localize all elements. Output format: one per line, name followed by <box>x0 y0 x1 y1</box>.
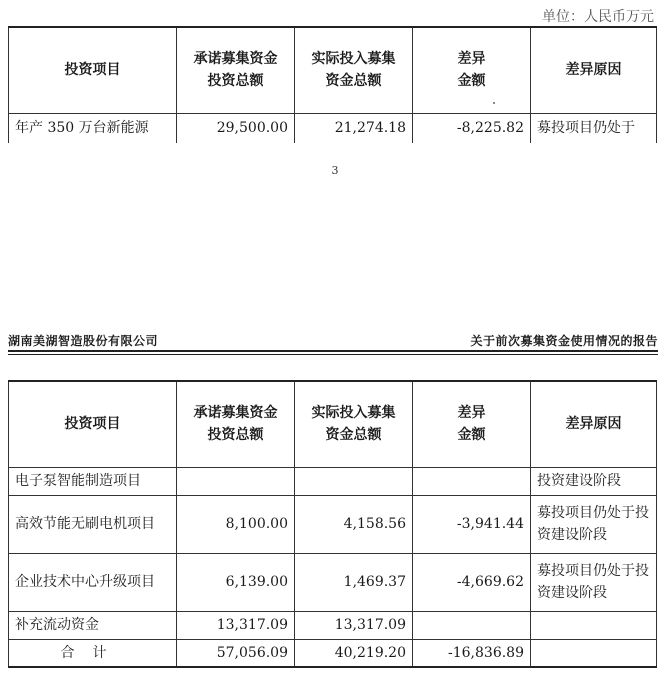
cell-committed <box>177 467 295 495</box>
header-diff-line1: 差异 <box>457 51 486 68</box>
table-row <box>9 611 657 639</box>
investment-table-top <box>8 26 657 143</box>
cell-reason: 投资建设阶段 <box>531 467 657 495</box>
cell-item: 高效节能无刷电机项目 <box>9 495 177 553</box>
table-header-row <box>9 381 657 467</box>
header-committed-line2: 投资总额 <box>207 73 264 90</box>
total-row <box>9 639 657 667</box>
table-row <box>9 495 657 553</box>
cell-committed: 8,100.00 <box>177 495 295 553</box>
report-title: 关于前次募集资金使用情况的报告 <box>470 334 658 348</box>
cell-committed: 29,500.00 <box>177 113 295 143</box>
scan-dot <box>493 102 495 104</box>
header-diff <box>413 27 531 113</box>
header-actual-line2: 资金总额 <box>325 427 382 444</box>
page-number: 3 <box>331 164 339 177</box>
cell-item: 企业技术中心升级项目 <box>9 553 177 611</box>
header-actual <box>295 381 413 467</box>
cell-item: 电子泵智能制造项目 <box>9 467 177 495</box>
header-committed-line1: 承诺募集资金 <box>193 51 278 68</box>
header-reason: 差异原因 <box>531 27 657 113</box>
header-actual <box>295 27 413 113</box>
cell-diff: -8,225.82 <box>413 113 531 143</box>
header-actual-line2: 资金总额 <box>325 73 382 90</box>
cell-reason: 募投项目仍处于投资建设阶段 <box>531 553 657 611</box>
header-rule-thin <box>8 354 658 355</box>
cell-item: 补充流动资金 <box>9 611 177 639</box>
company-name: 湖南美湖智造股份有限公司 <box>8 334 159 348</box>
cell-diff <box>413 467 531 495</box>
cell-item: 年产 350 万台新能源 <box>9 113 177 143</box>
cell-actual <box>295 467 413 495</box>
cell-diff <box>413 611 531 639</box>
header-committed <box>177 381 295 467</box>
header-diff-line2: 金额 <box>457 427 486 444</box>
cell-diff: -16,836.89 <box>413 639 531 667</box>
cell-diff: -4,669.62 <box>413 553 531 611</box>
cell-reason: 募投项目仍处于投资建设阶段 <box>531 495 657 553</box>
cell-reason <box>531 639 657 667</box>
header-committed-line2: 投资总额 <box>207 427 264 444</box>
table-row <box>9 553 657 611</box>
cell-actual: 40,219.20 <box>295 639 413 667</box>
cell-committed: 57,056.09 <box>177 639 295 667</box>
cell-actual: 13,317.09 <box>295 611 413 639</box>
header-reason: 差异原因 <box>531 381 657 467</box>
cell-committed: 13,317.09 <box>177 611 295 639</box>
cell-actual: 21,274.18 <box>295 113 413 143</box>
header-committed <box>177 27 295 113</box>
cell-total-label: 合计 <box>9 639 177 667</box>
cell-reason <box>531 611 657 639</box>
header-item: 投资项目 <box>9 381 177 467</box>
header-rule <box>8 350 658 352</box>
header-actual-line1: 实际投入募集 <box>311 405 396 422</box>
cell-reason: 募投项目仍处于 <box>531 113 657 143</box>
header-diff-line2: 金额 <box>457 73 486 90</box>
header-diff <box>413 381 531 467</box>
cell-actual: 4,158.56 <box>295 495 413 553</box>
header-diff-line1: 差异 <box>457 405 486 422</box>
cell-diff: -3,941.44 <box>413 495 531 553</box>
header-item: 投资项目 <box>9 27 177 113</box>
table-row <box>9 113 657 143</box>
investment-table-bottom <box>8 380 657 668</box>
cell-actual: 1,469.37 <box>295 553 413 611</box>
table-header-row <box>9 27 657 113</box>
unit-label: 单位：人民币万元 <box>542 9 654 25</box>
header-actual-line1: 实际投入募集 <box>311 51 396 68</box>
cell-committed: 6,139.00 <box>177 553 295 611</box>
table-row <box>9 467 657 495</box>
header-committed-line1: 承诺募集资金 <box>193 405 278 422</box>
